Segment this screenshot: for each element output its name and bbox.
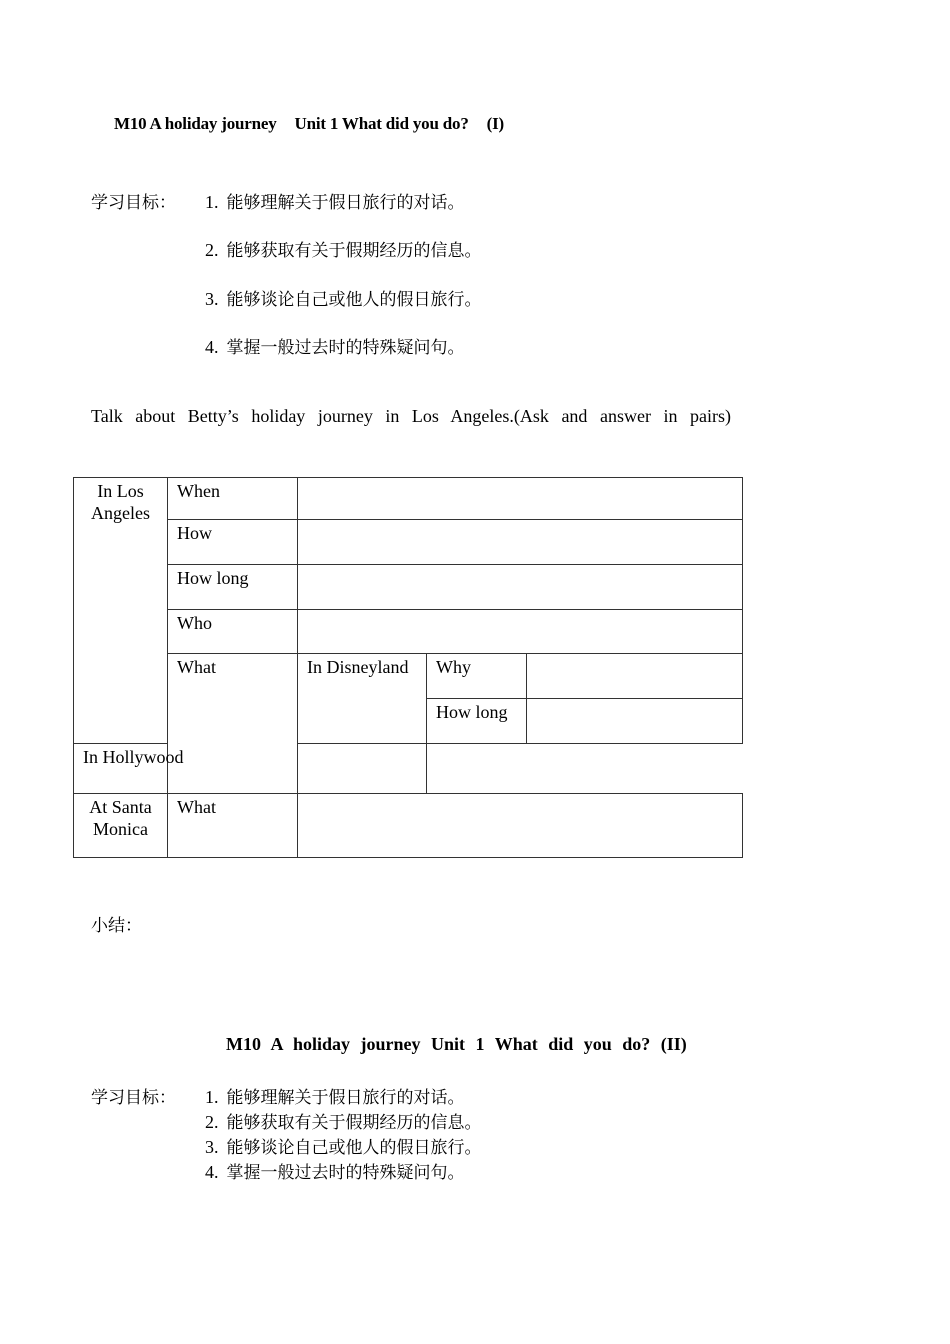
label-when: When bbox=[168, 478, 298, 520]
label-how: How bbox=[168, 520, 298, 565]
goal-item: 1. 能够理解关于假日旅行的对话。 bbox=[205, 192, 465, 213]
goal-item: 4. 掌握一般过去时的特殊疑问句。 bbox=[205, 337, 465, 358]
answer-cell-how-long[interactable] bbox=[298, 565, 743, 610]
answer-cell-when[interactable] bbox=[298, 478, 743, 520]
label-in-hollywood: In Hollywood bbox=[74, 744, 427, 794]
label-who: Who bbox=[168, 610, 298, 654]
journey-table bbox=[73, 477, 743, 858]
goal-item: 3. 能够谈论自己或他人的假日旅行。 bbox=[205, 289, 482, 310]
label-how-long: How long bbox=[168, 565, 298, 610]
answer-cell-how[interactable] bbox=[298, 520, 743, 565]
instruction-text: Talk about Betty’s holiday journey in Los Angeles.(Ask and answer in pairs) bbox=[91, 406, 731, 426]
goal-item: 2. 能够获取有关于假期经历的信息。 bbox=[205, 1112, 482, 1133]
summary-label: 小结： bbox=[91, 916, 142, 936]
answer-cell-how-long-disneyland[interactable] bbox=[527, 699, 743, 744]
answer-cell-who[interactable] bbox=[298, 610, 743, 654]
title-module: M10 A holiday journey bbox=[114, 114, 277, 133]
goal-item: 3. 能够谈论自己或他人的假日旅行。 bbox=[205, 1137, 482, 1158]
label-in-disneyland: In Disneyland bbox=[298, 654, 427, 744]
label-how-long-disneyland: How long bbox=[427, 699, 527, 744]
goal-item: 2. 能够获取有关于假期经历的信息。 bbox=[205, 240, 482, 261]
label-why: Why bbox=[427, 654, 527, 699]
row-header-los-angeles: In Los Angeles bbox=[74, 478, 168, 744]
page-title bbox=[114, 114, 504, 134]
answer-cell-why[interactable] bbox=[527, 654, 743, 699]
title-part: (I) bbox=[486, 114, 504, 133]
section2-title: M10 A holiday journey Unit 1 What did you do? (II) bbox=[226, 1034, 687, 1054]
label-what-santa-monica: What bbox=[168, 794, 298, 858]
title-unit: Unit 1 What did you do? bbox=[294, 114, 469, 133]
goals-label: 学习目标： bbox=[91, 193, 176, 213]
goals-label-2: 学习目标： bbox=[91, 1088, 176, 1108]
answer-cell-santa-monica[interactable] bbox=[298, 794, 743, 858]
label-what: What bbox=[168, 654, 298, 794]
row-header-santa-monica: At Santa Monica bbox=[74, 794, 168, 858]
goal-item: 4. 掌握一般过去时的特殊疑问句。 bbox=[205, 1162, 465, 1183]
goal-item: 1. 能够理解关于假日旅行的对话。 bbox=[205, 1087, 465, 1108]
